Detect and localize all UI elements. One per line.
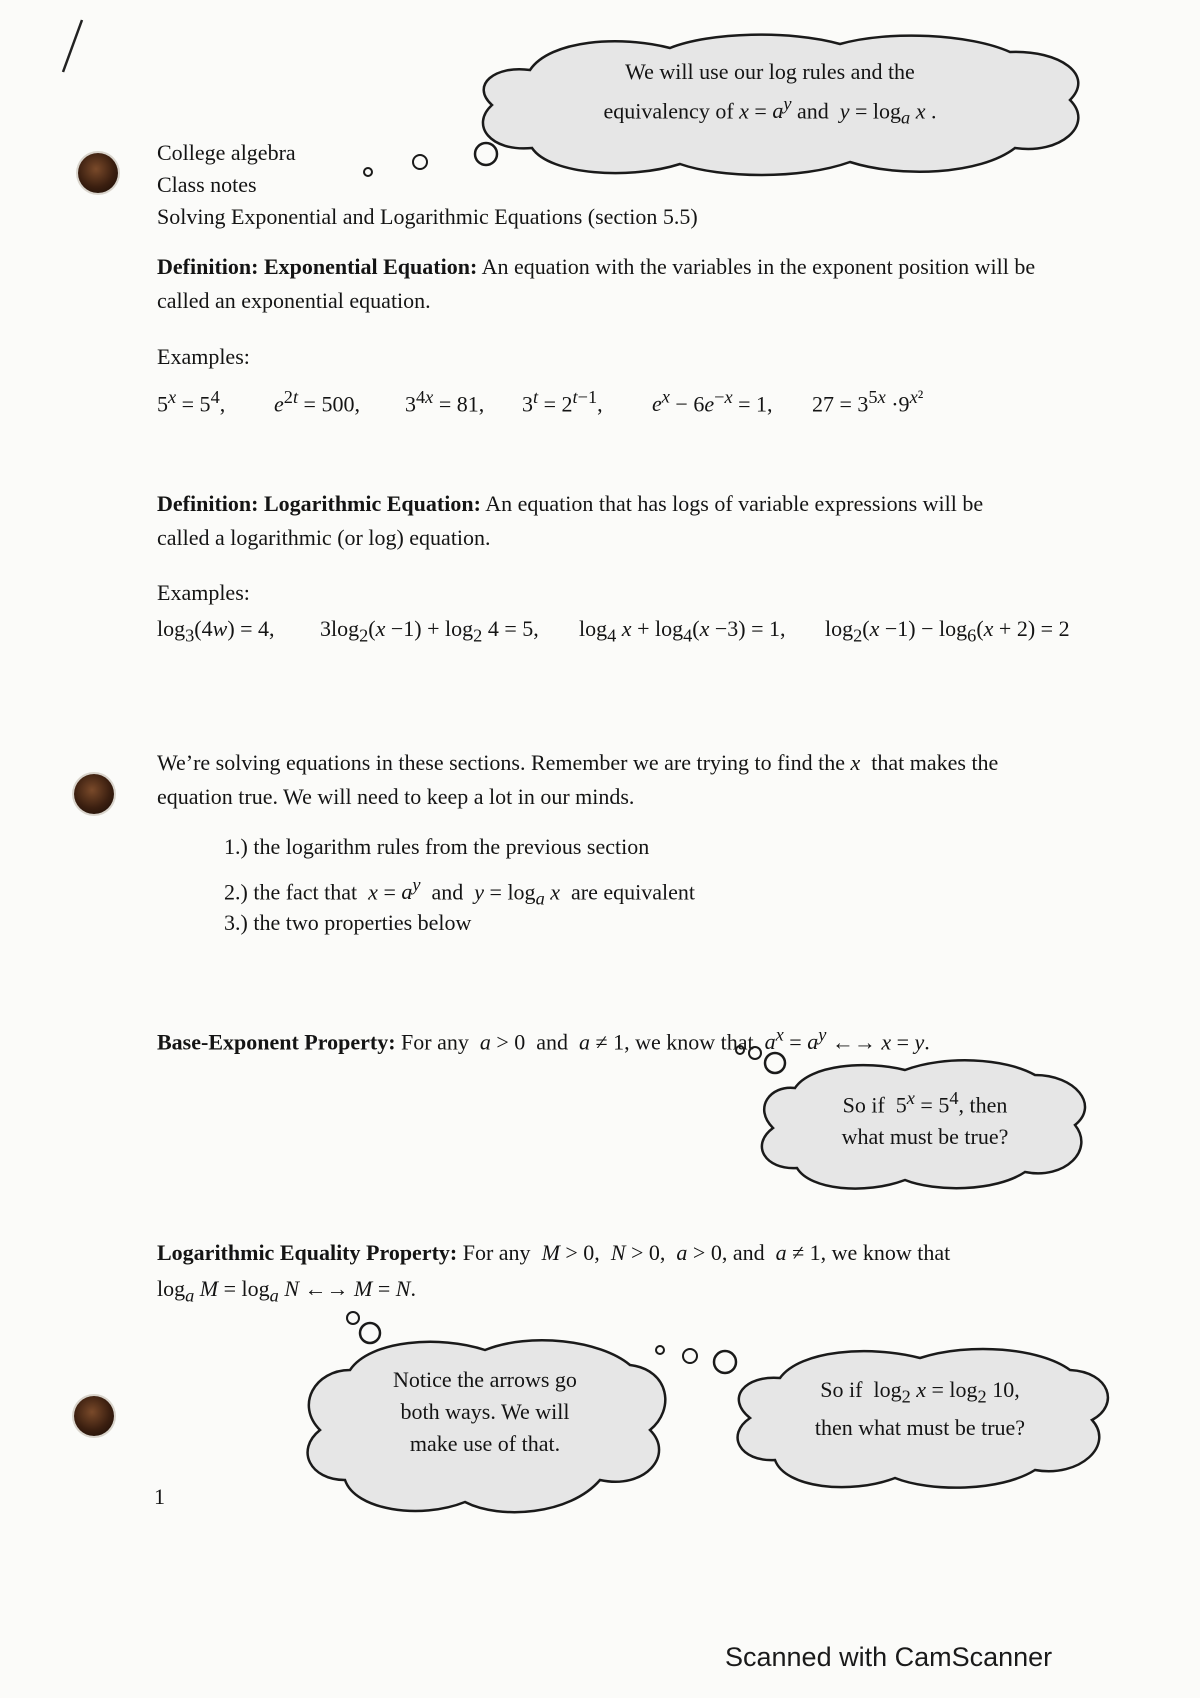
binder-hole-bottom bbox=[74, 1396, 114, 1436]
base-bubble-line1: So if $5^x = 5^4$, then bbox=[842, 1088, 1008, 1118]
log-equality-term: Logarithmic Equality Property: bbox=[157, 1240, 458, 1265]
scanner-watermark: Scanned with CamScanner bbox=[725, 1642, 1053, 1672]
base-exponent-property: Base-Exponent Property: For any a > 0 and a ≠ 1, we know that $a^x = a^y$ ←→ x = y. bbox=[157, 1025, 930, 1055]
solving-item-1: 1.) the logarithm rules from the previous section bbox=[224, 834, 650, 859]
log-bubble-line2: then what must be true? bbox=[814, 1415, 1026, 1441]
class-notes: Class notes bbox=[157, 172, 257, 197]
def-logarithmic bbox=[157, 487, 1037, 555]
top-bubble-line2: equivalency of $x = a^y$ and $y = \log_a x$ . bbox=[603, 94, 937, 128]
binder-hole-middle bbox=[74, 774, 114, 814]
exp-example-3: $3^{4x} = 81$, bbox=[405, 387, 485, 417]
top-bubble-text bbox=[560, 56, 980, 134]
page-number: 1 bbox=[154, 1484, 165, 1509]
def-exponential bbox=[157, 250, 1037, 318]
log-example-3: $\log_4 x + \log_4(x -3) = 1$, bbox=[579, 616, 786, 646]
base-bubble-line2: what must be true? bbox=[841, 1124, 1009, 1150]
arrows-bubble-line3: make use of that. bbox=[409, 1431, 561, 1456]
arrows-bubble-text bbox=[340, 1364, 630, 1460]
exp-example-5: $e^x - 6e^{-x} = 1$, bbox=[652, 387, 773, 417]
exp-example-4: $3^t = 2^{t-1}$, bbox=[522, 387, 603, 417]
log-bubble-line1: So if $\log_2 x = \log_2 10$, bbox=[820, 1377, 1020, 1407]
solving-intro: We’re solving equations in these sections. Remember we are trying to find the x that makes the equation true. We will need to keep a lot in our minds. bbox=[157, 750, 999, 809]
log-bubble-text bbox=[770, 1374, 1070, 1444]
def-exponential-term: Definition: Exponential Equation: bbox=[157, 254, 478, 279]
log-example-2: $3\log_2(x -1) + \log_2 4 = 5$, bbox=[320, 616, 539, 646]
log-equality-line2: $\log_a M = \log_a N$ ←→ M = N. bbox=[157, 1276, 416, 1306]
examples-label-exponential: Examples: bbox=[157, 344, 250, 369]
def-logarithmic-term: Definition: Logarithmic Equation: bbox=[157, 491, 481, 516]
arrows-bubble-line2: both ways. We will bbox=[400, 1399, 570, 1424]
top-bubble-line1: We will use our log rules and the bbox=[625, 59, 915, 84]
log-equality-property: Logarithmic Equality Property: For any M > 0, N > 0, a > 0, and a ≠ 1, we know that bbox=[157, 1240, 951, 1265]
def-logarithmic-text: An equation that has logs of variable expressions will be called a logarithmic (or log) equation. bbox=[157, 491, 984, 550]
solving-item-3: 3.) the two properties below bbox=[224, 910, 472, 935]
course-name: College algebra bbox=[157, 140, 296, 165]
log-example-4: $\log_2(x -1) - \log_6(x + 2) = 2$ bbox=[825, 616, 1070, 646]
examples-label-logarithmic: Examples: bbox=[157, 580, 250, 605]
arrows-bubble-line1: Notice the arrows go bbox=[393, 1367, 577, 1392]
section-title: Solving Exponential and Logarithmic Equations (section 5.5) bbox=[157, 204, 698, 229]
exp-example-6: $27 = 3^{5x} \cdot 9^{x^2}$ bbox=[812, 387, 924, 417]
solving-item-2: 2.) the fact that $x = a^y$ and $y = \log_a x$ are equivalent bbox=[224, 875, 695, 909]
exp-example-2: $e^{2t} = 500$, bbox=[274, 387, 360, 417]
def-exponential-text: An equation with the variables in the exponent position will be called an exponential equation. bbox=[157, 254, 1036, 313]
base-bubble-text bbox=[790, 1082, 1060, 1153]
base-exponent-term: Base-Exponent Property: bbox=[157, 1029, 396, 1055]
log-example-1: $\log_3(4w) = 4$, bbox=[157, 616, 275, 646]
binder-hole-top bbox=[78, 153, 118, 193]
exp-example-1: $5^x = 5^4$, bbox=[157, 387, 226, 417]
